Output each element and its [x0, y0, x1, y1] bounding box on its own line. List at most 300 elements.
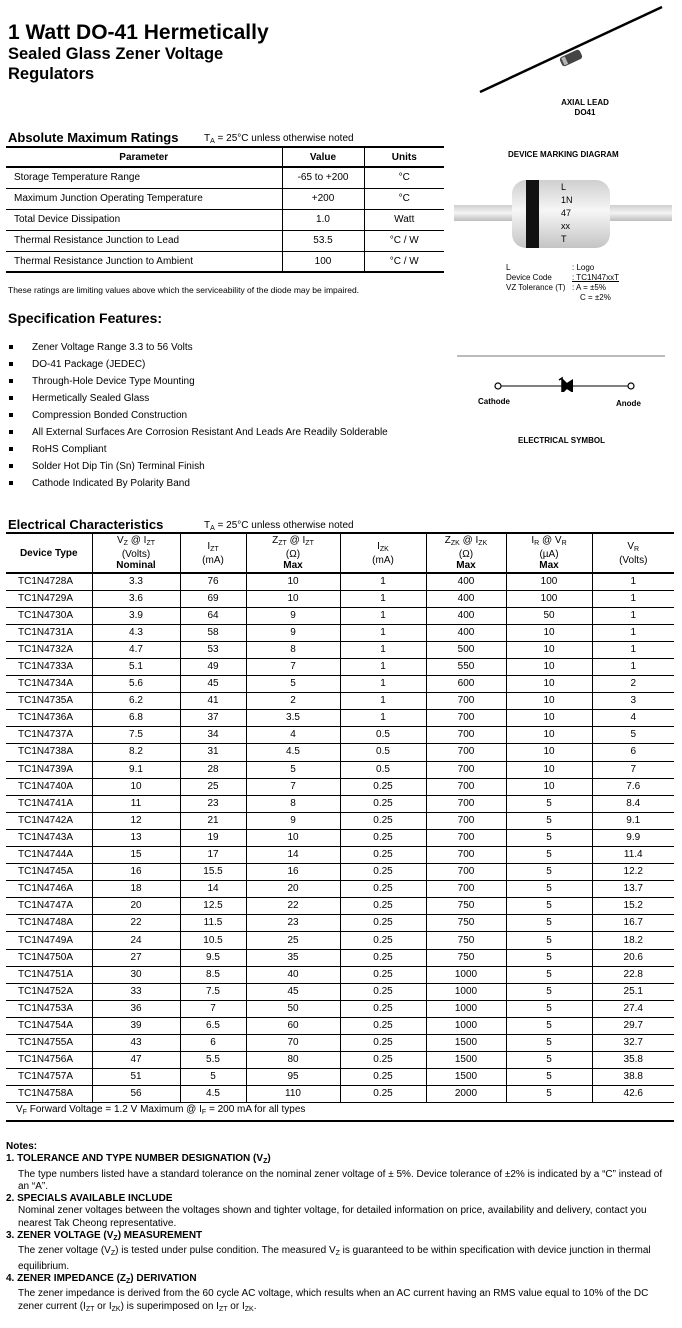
table-cell: 5: [506, 864, 592, 881]
table-cell: 700: [426, 710, 506, 727]
table-row: [6, 251, 444, 272]
electrical-symbol-title: ELECTRICAL SYMBOL: [518, 436, 605, 445]
table-cell: 1: [592, 590, 674, 607]
table-cell: 39: [92, 1017, 180, 1034]
table-cell: 7: [180, 1000, 246, 1017]
table-cell: 41: [180, 693, 246, 710]
list-item-label: All External Surfaces Are Corrosion Resistant And Leads Are Readily Solderable: [32, 427, 388, 438]
marking-line: 1N: [561, 195, 573, 205]
table-cell: TC1N4742A: [6, 812, 92, 829]
table-cell: TC1N4748A: [6, 915, 92, 932]
table-cell: 4.7: [92, 641, 180, 658]
table-cell: 28: [180, 761, 246, 778]
table-cell: 23: [246, 915, 340, 932]
table-cell: 80: [246, 1052, 340, 1069]
column-header-device: Device Type: [6, 533, 92, 573]
table-cell: TC1N4744A: [6, 847, 92, 864]
table-cell: 30: [92, 966, 180, 983]
table-row: [6, 209, 444, 230]
note-2-title: 2. SPECIALS AVAILABLE INCLUDE: [6, 1193, 173, 1205]
package-label: AXIAL LEAD DO41: [561, 98, 609, 117]
table-cell: 5: [180, 1069, 246, 1086]
table-cell: 5: [246, 676, 340, 693]
list-item: [8, 476, 388, 493]
table-cell: 45: [180, 676, 246, 693]
table-cell: 10: [506, 641, 592, 658]
abs-max-table: [6, 146, 444, 273]
datasheet-title: 1 Watt DO-41 Hermetically: [8, 21, 269, 44]
table-cell: 10: [506, 658, 592, 675]
table-cell: 550: [426, 658, 506, 675]
table-cell: 750: [426, 915, 506, 932]
table-cell: 0.5: [340, 744, 426, 761]
list-item-label: Through-Hole Device Type Mounting: [32, 376, 195, 387]
table-cell: TC1N4730A: [6, 607, 92, 624]
table-cell: 400: [426, 590, 506, 607]
table-cell: 8: [246, 795, 340, 812]
table-cell: TC1N4755A: [6, 1035, 92, 1052]
table-cell: TC1N4749A: [6, 932, 92, 949]
table-row: [6, 710, 674, 727]
spec-list: [8, 340, 388, 493]
table-cell: 10: [246, 829, 340, 846]
table-cell: 5: [506, 795, 592, 812]
table-cell: Maximum Junction Operating Temperature: [6, 188, 282, 209]
table-cell: 7: [592, 761, 674, 778]
table-cell: 16: [92, 864, 180, 881]
table-cell: 10: [246, 590, 340, 607]
table-row: [6, 864, 674, 881]
table-cell: 6.2: [92, 693, 180, 710]
table-cell: 22: [92, 915, 180, 932]
table-cell: TC1N4741A: [6, 795, 92, 812]
table-cell: 35.8: [592, 1052, 674, 1069]
table-cell: 5: [506, 847, 592, 864]
table-cell: 0.25: [340, 915, 426, 932]
table-cell: 58: [180, 624, 246, 641]
bullet-icon: [9, 396, 13, 400]
table-cell: TC1N4754A: [6, 1017, 92, 1034]
table-cell: 400: [426, 573, 506, 590]
table-cell: 27: [92, 949, 180, 966]
table-cell: 5.6: [92, 676, 180, 693]
table-row: [6, 607, 674, 624]
table-cell: TC1N4740A: [6, 778, 92, 795]
table-cell: TC1N4746A: [6, 881, 92, 898]
table-cell: 9.9: [592, 829, 674, 846]
table-row: [6, 898, 674, 915]
table-cell: 2: [592, 676, 674, 693]
table-cell: 8.5: [180, 966, 246, 983]
table-cell: 100: [506, 573, 592, 590]
table-cell: 10: [506, 624, 592, 641]
table-cell: 10: [246, 573, 340, 590]
table-cell: 47: [92, 1052, 180, 1069]
table-cell: 0.25: [340, 1069, 426, 1086]
table-cell: 0.25: [340, 898, 426, 915]
table-cell: 69: [180, 590, 246, 607]
table-row: [6, 658, 674, 675]
table-cell: 24: [92, 932, 180, 949]
table-cell: 36: [92, 1000, 180, 1017]
table-cell: 60: [246, 1017, 340, 1034]
table-row: [6, 1069, 674, 1086]
table-row: [6, 744, 674, 761]
table-row: [6, 676, 674, 693]
table-cell: 0.25: [340, 1035, 426, 1052]
table-cell: 5: [506, 1000, 592, 1017]
table-cell: 110: [246, 1086, 340, 1103]
table-row: [6, 932, 674, 949]
bullet-icon: [9, 464, 13, 468]
table-cell: 0.25: [340, 1086, 426, 1103]
table-row: [6, 693, 674, 710]
table-cell: 7.6: [592, 778, 674, 795]
table-cell: 16: [246, 864, 340, 881]
table-cell: Storage Temperature Range: [6, 167, 282, 188]
table-cell: °C: [364, 167, 444, 188]
table-row: [6, 983, 674, 1000]
table-cell: 6.8: [92, 710, 180, 727]
column-header: Value: [282, 147, 364, 167]
table-cell: 1: [592, 607, 674, 624]
marking-line: 47: [561, 208, 572, 218]
table-cell: 8.4: [592, 795, 674, 812]
table-row: [6, 1017, 674, 1034]
table-row: [6, 590, 674, 607]
table-cell: 51: [92, 1069, 180, 1086]
table-cell: 20: [92, 898, 180, 915]
table-cell: 10: [506, 727, 592, 744]
table-cell: 76: [180, 573, 246, 590]
list-item: [8, 442, 388, 459]
table-cell: 5.1: [92, 658, 180, 675]
table-row: [6, 624, 674, 641]
table-cell: 70: [246, 1035, 340, 1052]
table-cell: Thermal Resistance Junction to Lead: [6, 230, 282, 251]
table-cell: 4.3: [92, 624, 180, 641]
table-cell: 5: [506, 1069, 592, 1086]
table-cell: 14: [246, 847, 340, 864]
list-item-label: Solder Hot Dip Tin (Sn) Terminal Finish: [32, 461, 205, 472]
table-cell: 49: [180, 658, 246, 675]
table-cell: 700: [426, 829, 506, 846]
table-cell: 1: [340, 676, 426, 693]
table-cell: 10: [506, 744, 592, 761]
table-cell: 1: [340, 710, 426, 727]
table-cell: 750: [426, 898, 506, 915]
bullet-icon: [9, 447, 13, 451]
table-cell: 6.5: [180, 1017, 246, 1034]
table-cell: 600: [426, 676, 506, 693]
table-cell: 1: [340, 590, 426, 607]
table-cell: 5: [506, 966, 592, 983]
electrical-characteristics-table: [6, 532, 674, 1122]
cathode-label: Cathode: [478, 397, 510, 406]
list-item: [8, 408, 388, 425]
list-item: [8, 391, 388, 408]
marking-legend: L : Logo Device Code : TC1N47xxT VZ Tolerance (T) : A = ±5% C = ±2%: [506, 263, 619, 302]
note-4-title: 4. ZENER IMPEDANCE $(Z_Z)$ DERIVATION: [6, 1272, 197, 1285]
table-row: [6, 881, 674, 898]
list-item: [8, 459, 388, 476]
elec-note: $T_A = 25^\circ C$ unless otherwise noted: [204, 520, 354, 532]
table-row: [6, 188, 444, 209]
list-item: [8, 425, 388, 442]
table-cell: 5: [506, 1086, 592, 1103]
table-cell: 3: [592, 693, 674, 710]
table-cell: 5: [246, 761, 340, 778]
table-cell: 53.5: [282, 230, 364, 251]
note-3-title: 3. ZENER VOLTAGE $(V_Z)$ MEASUREMENT: [6, 1230, 203, 1243]
table-cell: TC1N4745A: [6, 864, 92, 881]
abs-max-heading: Absolute Maximum Ratings: [8, 130, 179, 145]
table-cell: 700: [426, 864, 506, 881]
bullet-icon: [9, 413, 13, 417]
table-cell: Watt: [364, 209, 444, 230]
table-cell: 9: [246, 812, 340, 829]
note-1-body: The type numbers listed have a standard tolerance on the nominal zener voltage of ± 5%. Device tolerance of ±2% is indicated by a “C” instead of an “A”.: [18, 1168, 663, 1192]
table-cell: 5: [506, 829, 592, 846]
table-cell: 11.4: [592, 847, 674, 864]
column-header: Units: [364, 147, 444, 167]
table-cell: 1: [340, 658, 426, 675]
table-cell: TC1N4729A: [6, 590, 92, 607]
table-row: [6, 795, 674, 812]
spec-heading: Specification Features:: [8, 310, 163, 326]
table-cell: TC1N4743A: [6, 829, 92, 846]
table-cell: 0.25: [340, 966, 426, 983]
table-cell: 700: [426, 881, 506, 898]
table-cell: 4.5: [246, 744, 340, 761]
table-cell: 5: [506, 932, 592, 949]
table-cell: 4.5: [180, 1086, 246, 1103]
table-cell: 45: [246, 983, 340, 1000]
table-cell: 0.25: [340, 881, 426, 898]
table-cell: 1: [592, 573, 674, 590]
table-cell: 40: [246, 966, 340, 983]
table-cell: 1: [340, 641, 426, 658]
table-cell: 750: [426, 932, 506, 949]
table-cell: 0.25: [340, 847, 426, 864]
table-cell: TC1N4735A: [6, 693, 92, 710]
datasheet-subtitle: Sealed Glass Zener Voltage Regulators: [8, 45, 224, 83]
column-header: Parameter: [6, 147, 282, 167]
table-cell: 400: [426, 607, 506, 624]
bullet-icon: [9, 362, 13, 366]
table-cell: TC1N4739A: [6, 761, 92, 778]
table-row: [6, 915, 674, 932]
list-item-label: RoHS Compliant: [32, 444, 107, 455]
table-cell: 7: [246, 778, 340, 795]
table-row: [6, 727, 674, 744]
table-cell: 1: [340, 573, 426, 590]
table-cell: 27.4: [592, 1000, 674, 1017]
table-cell: 5: [506, 949, 592, 966]
table-cell: 7.5: [180, 983, 246, 1000]
marking-diagram-title: DEVICE MARKING DIAGRAM: [508, 150, 619, 159]
table-cell: 13.7: [592, 881, 674, 898]
table-cell: 0.25: [340, 983, 426, 1000]
list-item-label: Hermetically Sealed Glass: [32, 393, 150, 404]
abs-max-note: $T_A = 25^\circ C$ unless otherwise noted: [204, 133, 354, 145]
table-cell: 1500: [426, 1069, 506, 1086]
table-cell: 3.6: [92, 590, 180, 607]
table-cell: 8: [246, 641, 340, 658]
table-cell: 95: [246, 1069, 340, 1086]
table-cell: 400: [426, 624, 506, 641]
table-cell: 17: [180, 847, 246, 864]
table-cell: 700: [426, 693, 506, 710]
list-item: [8, 357, 388, 374]
table-cell: 12: [92, 812, 180, 829]
table-cell: 3.3: [92, 573, 180, 590]
table-cell: 6: [180, 1035, 246, 1052]
table-cell: 7.5: [92, 727, 180, 744]
table-cell: TC1N4750A: [6, 949, 92, 966]
table-cell: 9: [246, 624, 340, 641]
table-row: [6, 829, 674, 846]
table-cell: 1: [340, 693, 426, 710]
table-cell: 15.5: [180, 864, 246, 881]
table-cell: 1.0: [282, 209, 364, 230]
table-cell: 1000: [426, 983, 506, 1000]
marking-line: L: [561, 182, 567, 192]
bullet-icon: [9, 379, 13, 383]
table-cell: 100: [506, 590, 592, 607]
table-cell: TC1N4753A: [6, 1000, 92, 1017]
table-cell: 19: [180, 829, 246, 846]
table-cell: 12.2: [592, 864, 674, 881]
table-cell: 3.9: [92, 607, 180, 624]
table-row: [6, 1086, 674, 1103]
axial-diode-image: [470, 0, 670, 100]
table-cell: +200: [282, 188, 364, 209]
table-cell: 43: [92, 1035, 180, 1052]
table-cell: 18.2: [592, 932, 674, 949]
table-cell: 23: [180, 795, 246, 812]
table-cell: 700: [426, 812, 506, 829]
table-cell: 0.25: [340, 812, 426, 829]
table-cell: TC1N4733A: [6, 658, 92, 675]
table-cell: 6: [592, 744, 674, 761]
bullet-icon: [9, 345, 13, 349]
bullet-icon: [9, 430, 13, 434]
column-header-vz: $V_Z$ @ $I_{ZT}$ (Volts) Nominal: [92, 533, 180, 573]
column-header-zzt: $Z_{ZT}$ @ $I_{ZT}$ (Ω) Max: [246, 533, 340, 573]
table-row: [6, 167, 444, 188]
bullet-icon: [9, 481, 13, 485]
table-row: [6, 761, 674, 778]
table-cell: 14: [180, 881, 246, 898]
table-row: [6, 847, 674, 864]
table-cell: 1: [592, 641, 674, 658]
table-cell: TC1N4736A: [6, 710, 92, 727]
column-header-zzk: $Z_{ZK}$ @ $I_{ZK}$ (Ω) Max: [426, 533, 506, 573]
table-cell: 11.5: [180, 915, 246, 932]
table-cell: 20: [246, 881, 340, 898]
table-cell: TC1N4757A: [6, 1069, 92, 1086]
table-cell: 22: [246, 898, 340, 915]
table-cell: 1000: [426, 966, 506, 983]
table-cell: 64: [180, 607, 246, 624]
table-cell: 10.5: [180, 932, 246, 949]
anode-label: Anode: [616, 399, 641, 408]
column-header-ir: $I_R$ @ $V_R$ (µA) Max: [506, 533, 592, 573]
table-cell: 0.25: [340, 1000, 426, 1017]
marking-diagram-image: [454, 172, 672, 256]
table-cell: 15: [92, 847, 180, 864]
table-cell: 10: [506, 778, 592, 795]
table-cell: 700: [426, 847, 506, 864]
table-cell: 0.25: [340, 795, 426, 812]
table-cell: 1: [592, 624, 674, 641]
table-cell: 700: [426, 727, 506, 744]
table-cell: 4: [592, 710, 674, 727]
table-cell: 1500: [426, 1035, 506, 1052]
list-item-label: DO-41 Package (JEDEC): [32, 359, 146, 370]
table-cell: -65 to +200: [282, 167, 364, 188]
table-cell: 0.5: [340, 761, 426, 778]
table-cell: 5: [506, 881, 592, 898]
table-row: [6, 966, 674, 983]
table-cell: 700: [426, 744, 506, 761]
table-cell: 0.25: [340, 932, 426, 949]
table-row: [6, 949, 674, 966]
table-cell: 21: [180, 812, 246, 829]
table-cell: 5.5: [180, 1052, 246, 1069]
abs-max-footnote: These ratings are limiting values above which the serviceability of the diode may be impaired.: [8, 285, 360, 295]
table-cell: Thermal Resistance Junction to Ambient: [6, 251, 282, 272]
table-cell: 11: [92, 795, 180, 812]
table-cell: TC1N4731A: [6, 624, 92, 641]
table-cell: 9.1: [592, 812, 674, 829]
electrical-symbol-image: [455, 352, 667, 392]
table-cell: 34: [180, 727, 246, 744]
table-cell: 5: [592, 727, 674, 744]
list-item-label: Cathode Indicated By Polarity Band: [32, 478, 190, 489]
column-header-izt: $I_{ZT}$ (mA): [180, 533, 246, 573]
table-cell: TC1N4751A: [6, 966, 92, 983]
table-cell: 1000: [426, 1017, 506, 1034]
table-cell: 35: [246, 949, 340, 966]
table-cell: 0.25: [340, 949, 426, 966]
note-4-body: The zener impedance is derived from the 60 cycle AC voltage, which results when an AC current having an RMS value equal to 10% of the DC zener current ($I_{ZT}$ or $I_{ZK}$) is superimposed on $I_{ZT}$ or $I_{ZK}$.: [18, 1288, 649, 1313]
table-cell: 37: [180, 710, 246, 727]
table-cell: 1: [592, 658, 674, 675]
table-cell: 10: [506, 761, 592, 778]
table-cell: 5: [506, 983, 592, 1000]
table-cell: 22.8: [592, 966, 674, 983]
table-row: [6, 1000, 674, 1017]
note-3-body: The zener voltage $(V_Z)$ is tested under pulse condition. The measured $V_Z$ is guaranteed to be within specification with device junction in thermal equilibrium.: [18, 1245, 651, 1272]
table-cell: °C / W: [364, 230, 444, 251]
table-row: [6, 1035, 674, 1052]
table-cell: 32.7: [592, 1035, 674, 1052]
table-cell: 700: [426, 795, 506, 812]
table-cell: 10: [92, 778, 180, 795]
table-cell: 53: [180, 641, 246, 658]
table-cell: 25: [246, 932, 340, 949]
table-cell: 13: [92, 829, 180, 846]
table-cell: TC1N4737A: [6, 727, 92, 744]
notes-heading: Notes:: [6, 1141, 38, 1152]
table-row: [6, 641, 674, 658]
table-cell: 31: [180, 744, 246, 761]
table-cell: 5: [506, 812, 592, 829]
table-cell: 5: [506, 1035, 592, 1052]
table-cell: TC1N4747A: [6, 898, 92, 915]
